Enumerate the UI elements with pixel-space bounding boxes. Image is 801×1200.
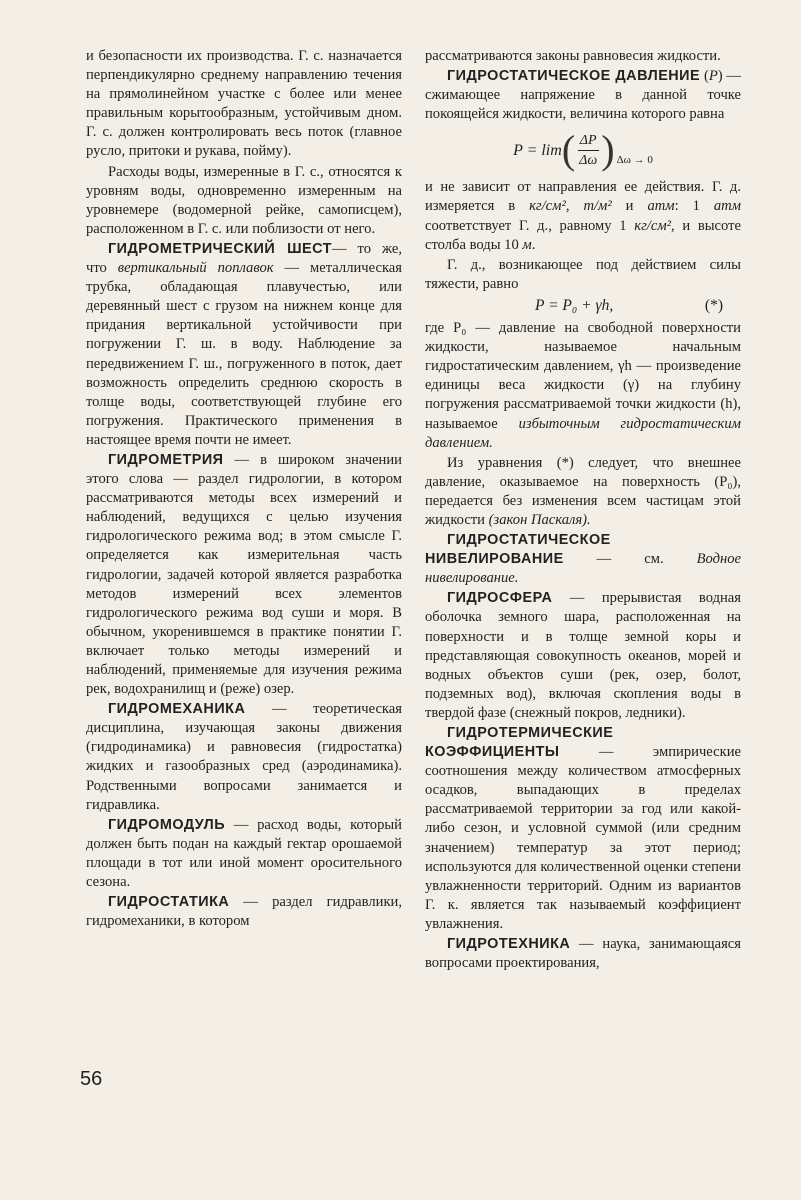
entry-headword: ГИДРОМЕТРИЯ	[108, 451, 224, 468]
entry-headword: ГИДРОМОДУЛЬ	[108, 816, 226, 833]
entry-headword: ГИДРОМЕТРИЧЕСКИЙ ШЕСТ	[108, 240, 332, 257]
entry-gidrostaticheskoe-nivelirovanie: ГИДРОСТАТИЧЕСКОЕ НИВЕЛИРОВАНИЕ — см. Водное нивелирование.	[425, 532, 741, 587]
paragraph: Расходы воды, измеренные в Г. с., относятся к уровням воды, одновременно измеренным на уровнемере (водомерной рейке, самописцем), расположенном в Г. с. или поблизости от него.	[86, 163, 402, 237]
right-column	[425, 47, 741, 974]
gravity-pressure-formula: P = P₀ + γh, (*)	[535, 296, 723, 314]
paragraph: и не зависит от направления ее действия. Г. д. измеряется в кг/см², т/м² и атм: 1 атм соответствует Г. д., равному 1 кг/см², и высоте столба воды 10 м.	[425, 179, 741, 253]
entry-headword: ГИДРОСТАТИКА	[108, 894, 230, 911]
entry-gidrometriya: ГИДРОМЕТРИЯ — в широком значении этого слова — раздел гидрологии, в котором рассматриваются методы всех измерений и наблюдений, ведущихся с целью изучения гидрологического режима вод; в этом смысле Г. определяется как измерительная часть гидрологии, задачей которой является разработка методов измерений всех элементов гидрологического режима вод суши и моря. В обычном, укоренившемся в практике понятии Г. включает только методы измерений и наблюдений, применяемые для изучения режима рек, водохранилищ и (реже) озер.	[86, 451, 402, 698]
continued-paragraph: и безопасности их производства. Г. с. назначается перпендикулярно среднему направлению течения на прямолинейном участке с более или менее правильным корытообразным, устойчивым дном. Г. с. должен контролировать весь поток (главное русло, притоки и рукава, пойму).	[86, 48, 402, 160]
formula-denominator: Δω	[579, 152, 598, 168]
left-column	[86, 47, 402, 932]
paragraph: Г. д., возникающее под действием силы тяжести, равно	[425, 256, 741, 292]
formula-limit-subscript: Δω → 0	[616, 154, 653, 167]
paragraph: где P₀ — давление на свободной поверхности жидкости, называемое начальным гидростатическим давлением, γh — произведение единицы веса жидкости (γ) на глубину погружения рассматриваемой точки жидкости (h), называемое избыточным гидростатическим давлением.	[425, 320, 741, 451]
entry-gidrotekhnika: ГИДРОТЕХНИКА — наука, занимающаяся вопросами проектирования,	[425, 936, 741, 972]
pressure-limit-formula: P = lim ( $\frac{\Delta P}{\Delta\omega}$ ) Δω → 0	[513, 127, 653, 173]
entry-gidrometricheskiy-shest: ГИДРОМЕТРИЧЕСКИЙ ШЕСТ— то же, что вертикальный поплавок — металлическая трубка, обладающая плавучестью, или деревянный шест с грузом на нижнем конце для придания вертикальной устойчивости при погружении Г. ш. в воду. Наблюдение за передвижением Г. ш., погруженного в поток, дает возможность определить среднюю скорость в толще воды, соответствующей глубине его погружения. Практического применения в настоящее время почти не имеет.	[86, 240, 402, 448]
entry-gidrostatika: ГИДРОСТАТИКА — раздел гидравлики, гидромеханики, в котором	[86, 894, 402, 930]
entry-gidrosfera: ГИДРОСФЕРА — прерывистая водная оболочка земного шара, расположенная на поверхности и в толще земной коры и представляющая совокупность океанов, морей и водных объектов суши (рек, озер, болот, подземных вод), включая скопления воды в твердой фазе (снежный покров, ледники).	[425, 590, 741, 721]
entry-gidromodul: ГИДРОМОДУЛЬ — расход воды, который должен быть подан на каждый гектар орошаемой площади в тот или иной момент оросительного сезона.	[86, 816, 402, 891]
entry-headword: ГИДРОСТАТИЧЕСКОЕ ДАВЛЕНИЕ	[447, 68, 701, 85]
entry-gidrostaticheskoe-davlenie: ГИДРОСТАТИЧЕСКОЕ ДАВЛЕНИЕ (P) — сжимающее напряжение в данной точке покоящейся жидкости, величина которого равна	[425, 68, 741, 123]
equation-tag: (*)	[704, 296, 723, 314]
entry-headword: ГИДРОМЕХАНИКА	[108, 701, 246, 718]
continued-paragraph: рассматриваются законы равновесия жидкости.	[425, 48, 721, 64]
page-number: 56	[80, 1068, 103, 1090]
paragraph: Из уравнения (*) следует, что внешнее давление, оказываемое на поверхность (P₀), передается без изменения всем частицам этой жидкости (закон Паскаля).	[425, 454, 741, 528]
entry-gidrotermicheskie-koefficienty: ГИДРОТЕРМИЧЕСКИЕ КОЭФФИЦИЕНТЫ — эмпирические соотношения между количеством атмосферных осадков, выпадающих в пределах рассматриваемой территории за год или какой-либо сезон, и условной суммой (или средним значением) температур за этот период; используются для количественной оценки степени увлажненности территорий. Одним из вариантов Г. к. является так называемый коэффициент увлажнения.	[425, 725, 741, 932]
entry-gidromekhanika: ГИДРОМЕХАНИКА — теоретическая дисциплина, изучающая законы движения (гидродинамика) и равновесия (гидростатка) жидких и газообразных сред (аэродинамика). Родственными вопросами занимается и гидравлика.	[86, 701, 402, 813]
entry-headword: ГИДРОТЕРМИЧЕСКИЕ КОЭФФИЦИЕНТЫ	[425, 725, 614, 761]
entry-headword: ГИДРОСФЕРА	[447, 590, 553, 607]
entry-headword: ГИДРОСТАТИЧЕСКОЕ НИВЕЛИРОВАНИЕ	[425, 532, 611, 568]
entry-headword: ГИДРОТЕХНИКА	[447, 936, 571, 953]
formula-numerator: ΔP	[578, 131, 599, 151]
